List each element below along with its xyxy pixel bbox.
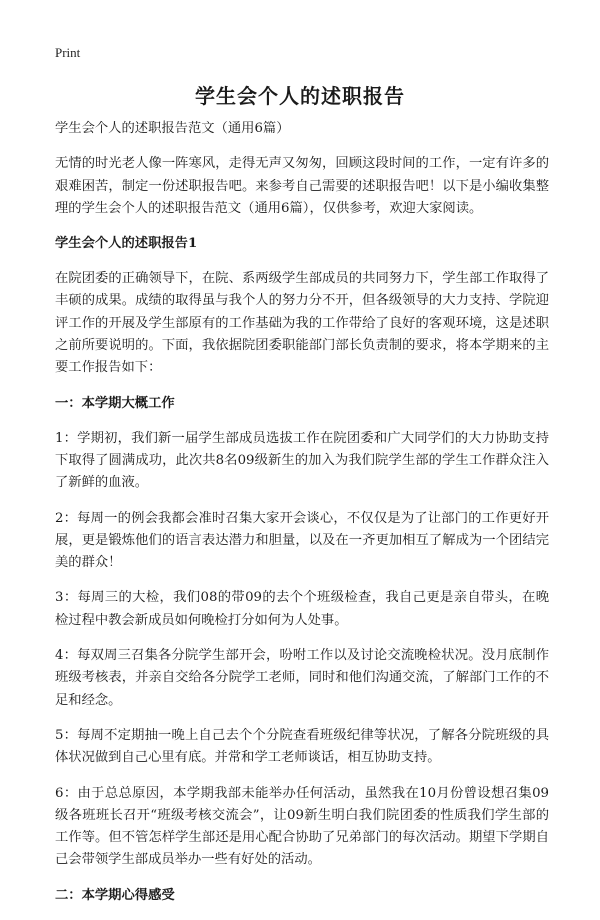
document-subtitle: 学生会个人的述职报告范文（通用6篇） — [55, 121, 290, 136]
list-item: 3：每周三的大检，我们08的带09的去个个班级检查，我自己更是亲自带头，在晚检过程中教会新成员如何晚检打分如何为人处事。 — [55, 590, 549, 628]
part-heading: 一：本学期大概工作 — [55, 395, 175, 411]
section-paragraph: 在院团委的正确领导下，在院、系两级学生部成员的共同努力下，学生部工作取得了丰硕的成果。成绩的取得虽与我个人的努力分不开，但各级领导的大力支持、学院迎评工作的开展及学生部原有的工作基础为我的工作带给了良好的客观环境，这是述职之前所要说明的。下面，我依据院团委职能部门部长负责制的要求，将本学期来的主要工作报告如下： — [55, 271, 549, 376]
page-title: 学生会个人的述职报告 — [195, 84, 405, 108]
part-heading: 二：本学期心得感受 — [55, 887, 175, 903]
section-heading: 学生会个人的述职报告1 — [55, 236, 198, 252]
print-link[interactable]: Print — [55, 45, 81, 60]
list-item: 1：学期初，我们新一届学生部成员选拔工作在院团委和广大同学们的大力协助支持下取得了圆满成功，此次共8名09级新生的加入为我们院学生部的学生工作群众注入了新鲜的血液。 — [55, 430, 549, 491]
intro-paragraph: 无情的时光老人像一阵寒风，走得无声又匆匆，回顾这段时间的工作，一定有许多的艰难困苦，制定一份述职报告吧。来参考自己需要的述职报告吧！以下是小编收集整理的学生会个人的述职报告范文（通用6篇），仅供参考，欢迎大家阅读。 — [55, 156, 549, 216]
list-item: 5：每周不定期抽一晚上自己去个个分院查看班级纪律等状况，了解各分院班级的具体状况做到自己心里有底。并常和学工老师谈话，相互协助支持。 — [55, 727, 549, 766]
list-item: 6：由于总总原因，本学期我部未能举办任何活动，虽然我在10月份曾设想召集09级各班班长召开“班级考核交流会”，让09新生明白我们院团委的性质我们学生部的工作等。但不管怎样学生部还是用心配合协助了兄弟部门的每次活动。期望下学期自己会带领学生部成员举办一些有好处的活动。 — [55, 785, 549, 868]
list-item: 4：每双周三召集各分院学生部开会，吩咐工作以及讨论交流晚检状况。没月底制作班级考核表，并亲自交给各分院学工老师，同时和他们沟通交流，了解部门工作的不足和经念。 — [55, 648, 549, 708]
document-body — [55, 118, 549, 920]
list-item: 2：每周一的例会我都会准时召集大家开会谈心，不仅仅是为了让部门的工作更好开展，更是锻炼他们的语言表达潜力和胆量，以及在一齐更加相互了解成为一个团结完美的群众！ — [55, 510, 549, 571]
